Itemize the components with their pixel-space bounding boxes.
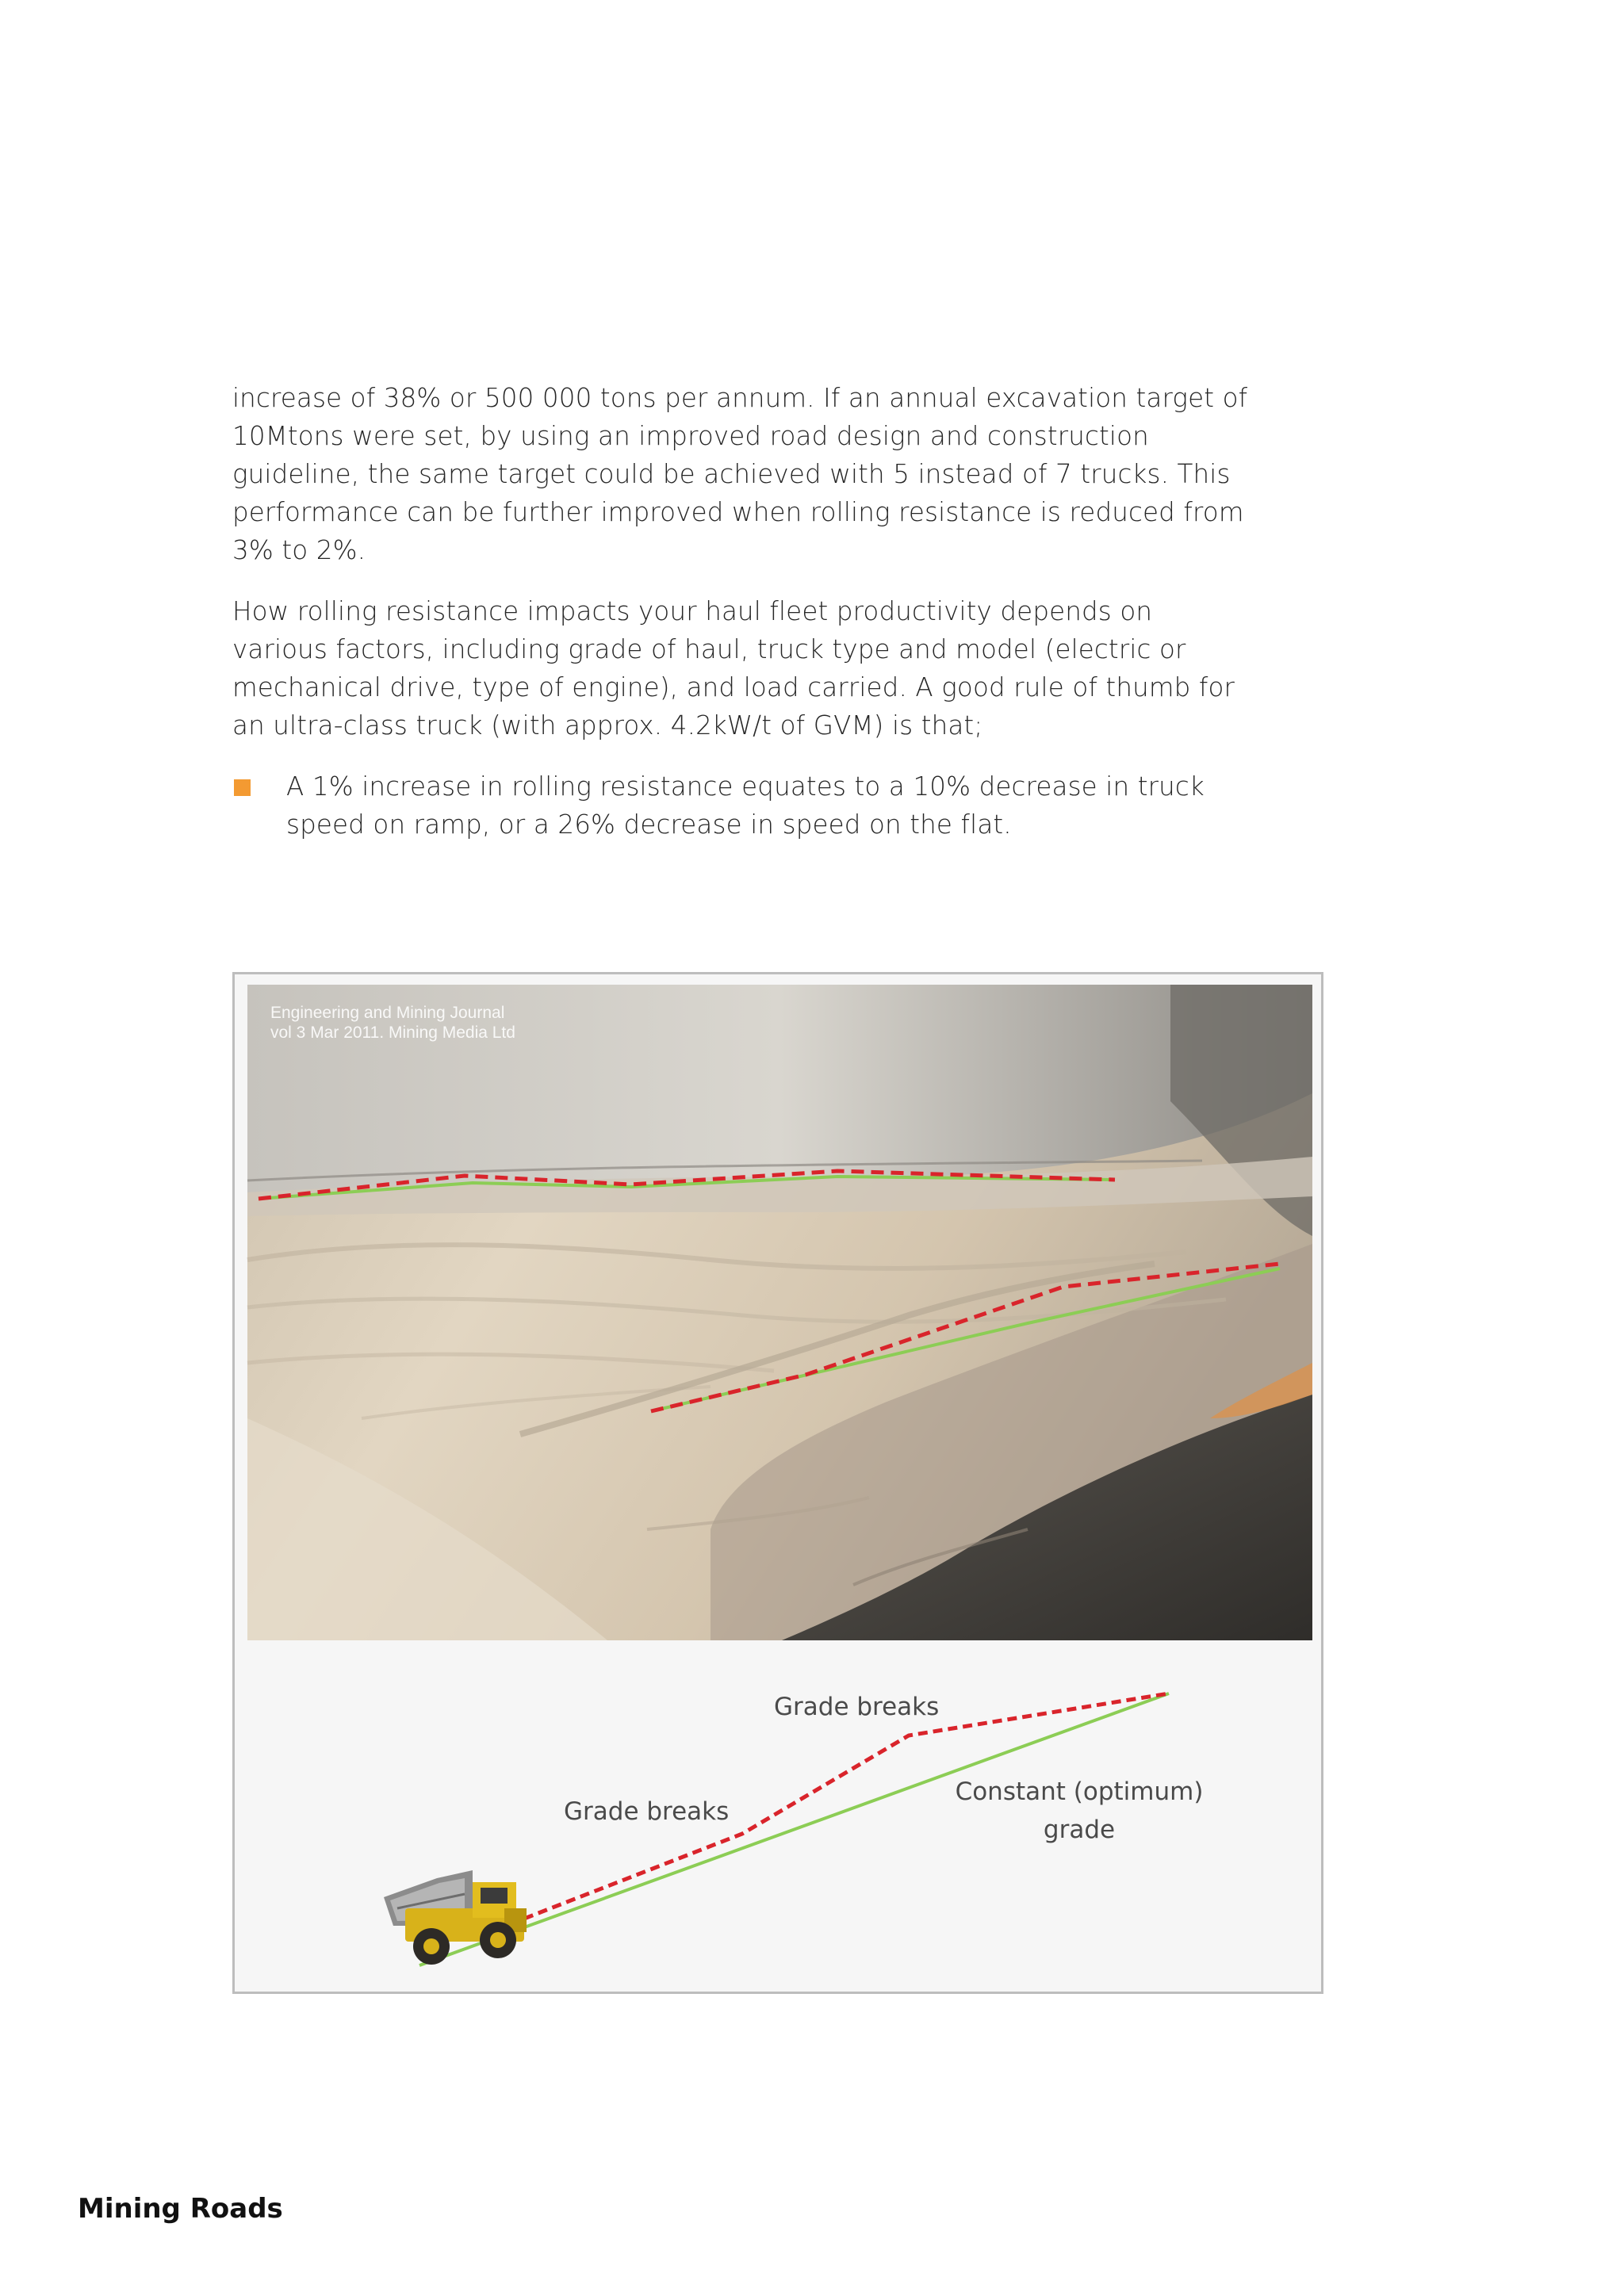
bullet-item xyxy=(232,767,1255,844)
label-grade-breaks-top: Grade breaks xyxy=(774,1693,940,1721)
orange-square-bullet-icon xyxy=(234,779,251,796)
label-grade-breaks-left: Grade breaks xyxy=(564,1797,730,1826)
paragraph-2: How rolling resistance impacts your haul fleet productivity depends on various factors, including grade of haul, truck type and model (electric or mechanical drive, type of engine), and load carried. A good rule of thumb for an ultra-class truck (with approx. 4.2kW/t of GVM) is that; xyxy=(232,596,1235,740)
haul-truck-icon xyxy=(384,1870,527,1965)
body-text xyxy=(232,379,1255,867)
bullet-text: A 1% increase in rolling resistance equates to a 10% decrease in truck speed on ramp, or a 26% decrease in speed on the flat. xyxy=(286,771,1205,840)
footer-title: Mining Roads xyxy=(78,2193,283,2225)
label-constant-grade: Constant (optimum) grade xyxy=(955,1777,1204,1844)
open-pit-mine-photo xyxy=(247,985,1312,1640)
paragraph-1: increase of 38% or 500 000 tons per annum. If an annual excavation target of 10Mtons were set, by using an improved road design and construction guideline, the same target could be achieved with 5 instead of 7 trucks. This performance can be further improved when rolling resistance is reduced from 3% to 2%. xyxy=(232,383,1248,565)
haul-road-figure xyxy=(232,972,1323,1994)
photo-credit: Engineering and Mining Journal vol 3 Mar 2011. Mining Media Ltd xyxy=(270,1004,515,1042)
